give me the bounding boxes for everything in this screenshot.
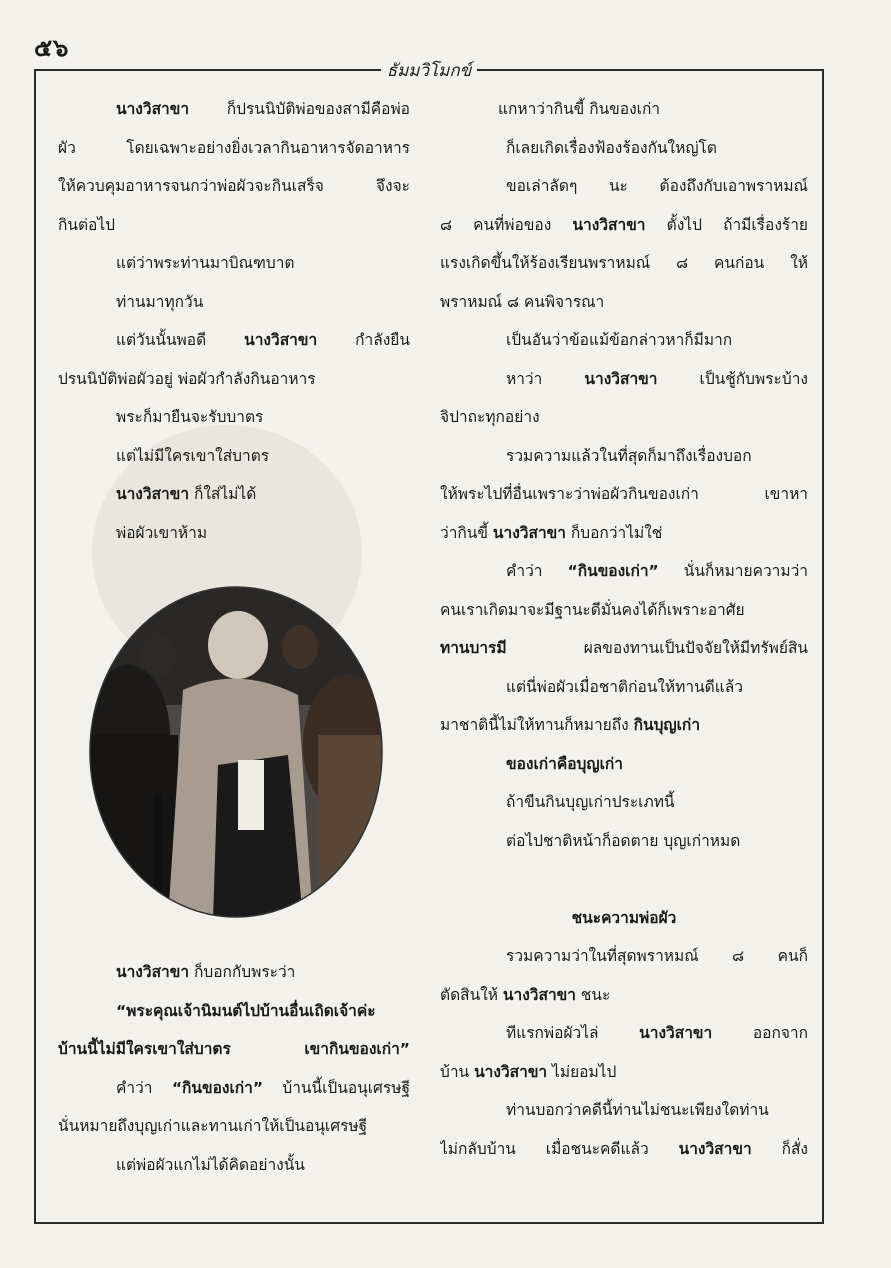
text-line (58, 1146, 410, 1185)
text-line (440, 475, 808, 514)
text-span: ๘ คนที่พ่อของ (440, 215, 573, 234)
text-span: ท่านบอกว่าคดีนี้ท่านไม่ชนะเพียงใดท่าน (506, 1101, 769, 1119)
text-line (58, 90, 410, 129)
text-span: มาชาตินี้ไม่ให้ทานก็หมายถึง (440, 716, 634, 734)
text-span: เป็นอันว่าข้อแม้ข้อกล่าวหาก็มีมาก (506, 331, 733, 349)
text-line (440, 783, 808, 822)
text-span: จิปาถะทุกอย่าง (440, 408, 540, 426)
bold-text: นางวิสาขา (116, 963, 190, 981)
text-line (440, 706, 808, 745)
text-line (58, 1069, 410, 1108)
text-line (58, 129, 410, 168)
text-span: คำว่า (116, 1078, 172, 1097)
text-span: แรงเกิดขึ้นให้ร้องเรียนพราหมณ์ ๘ คนก่อน ให้ (440, 254, 808, 272)
text-line (58, 206, 410, 245)
text-line (440, 591, 808, 630)
bold-text: “กินของเก่า” (171, 1078, 264, 1097)
text-span: แต่ว่าพระท่านมาบิณฑบาต (116, 254, 295, 272)
text-span: ให้ควบคุมอาหารจนกว่าพ่อผัวจะกินเสร็จ จึงจะ (58, 177, 410, 195)
text-span: ว่ากินขี้ (440, 523, 493, 542)
text-line (440, 360, 808, 399)
bold-text: นางวิสาขา (474, 1062, 548, 1081)
text-line (440, 1053, 808, 1092)
text-line (58, 475, 410, 514)
bold-text: นางวิสาขา (492, 523, 566, 542)
text-span: รวมความว่าในที่สุดพราหมณ์ ๘ คนก็ (506, 947, 808, 965)
text-span: ผัว โดยเฉพาะอย่างยิ่งเวลากินอาหารจัดอาหาร (58, 138, 410, 157)
bold-text: นางวิสาขา (584, 369, 658, 388)
monk-photo (88, 585, 384, 920)
text-line (440, 514, 808, 553)
header-title: ธัมมวิโมกข์ (381, 61, 478, 81)
text-line (58, 167, 410, 206)
text-line (58, 1030, 410, 1069)
monk-photo-graphic (88, 585, 384, 920)
text-line (440, 629, 808, 668)
text-line (58, 437, 410, 476)
text-span: ท่านมาทุกวัน (116, 292, 204, 311)
text-span: นั่นหมายถึงบุญเก่าและทานเก่าให้เป็นอนุเศรษฐี (58, 1117, 368, 1135)
text-span: ไม่กลับบ้าน เมื่อชนะคดีแล้ว (440, 1139, 679, 1158)
running-header (36, 57, 822, 84)
bold-text: “กินของเก่า” (567, 562, 659, 580)
text-line (58, 283, 410, 322)
text-line (58, 992, 410, 1031)
text-line (58, 1107, 410, 1146)
text-span: ให้พระไปที่อื่นเพราะว่าพ่อผัวกินของเก่า เขาหา (440, 485, 808, 503)
bold-text: นางวิสาขา (572, 215, 646, 234)
right-column (440, 90, 808, 1168)
text-line (440, 437, 808, 476)
text-span: ก็บอกกับพระว่า (189, 963, 296, 981)
text-span: ก็ปรนนิบัติพ่อของสามีคือพ่อ (189, 100, 410, 118)
text-span: รวมความแล้วในที่สุดก็มาถึงเรื่องบอก (506, 446, 752, 465)
text-line (440, 822, 808, 861)
text-span: นั่นก็หมายความว่า (658, 562, 808, 580)
text-span: คำว่า (506, 562, 568, 580)
text-span: ก็บอกว่าไม่ใช่ (565, 523, 663, 542)
bold-text: นางวิสาขา (502, 985, 576, 1004)
text-span: ชนะ (575, 985, 611, 1004)
bold-text: บ้านนี้ไม่มีใครเขาใส่บาตร เขากินของเก่า” (58, 1040, 410, 1058)
text-span: ถ้าขืนกินบุญเก่าประเภทนี้ (506, 793, 675, 811)
text-line (58, 398, 410, 437)
text-line (440, 244, 808, 283)
text-span: ปรนนิบัติพ่อผัวอยู่ พ่อผัวกำลังกินอาหาร (58, 369, 316, 388)
text-line (440, 668, 808, 707)
text-span: พราหมณ์ ๘ คนพิจารณา (440, 292, 605, 311)
text-span: แต่ไม่มีใครเขาใส่บาตร (116, 446, 270, 465)
text-line (58, 360, 410, 399)
text-span: เป็นชู้กับพระบ้าง (657, 369, 808, 388)
text-span: ผลของทานเป็นปัจจัยให้มีทรัพย์สิน (506, 639, 808, 657)
bold-text: นางวิสาขา (678, 1139, 752, 1158)
bold-text: นางวิสาขา (639, 1024, 713, 1042)
text-span: ก็ใส่ไม่ได้ (189, 485, 257, 503)
text-line (58, 244, 410, 283)
bold-text: นางวิสาขา (116, 100, 190, 118)
text-line (58, 953, 410, 992)
text-span: ก็สั่ง (751, 1139, 808, 1158)
text-span: กินต่อไป (58, 215, 115, 234)
text-span: แต่วันนั้นพอดี (116, 331, 245, 349)
text-span: ทีแรกพ่อผัวไล่ (506, 1024, 640, 1042)
text-span: ตัดสินให้ (440, 985, 503, 1004)
text-line (440, 976, 808, 1015)
bold-text: นางวิสาขา (116, 485, 190, 503)
bold-text: ทานบารมี (440, 639, 507, 657)
text-line (440, 321, 808, 360)
text-span: ขอเล่าลัดๆ นะ ต้องถึงกับเอาพราหมณ์ (506, 177, 808, 195)
text-line (440, 90, 808, 129)
text-span: ตั้งไป ถ้ามีเรื่องร้าย (645, 215, 808, 234)
text-span: หาว่า (506, 369, 585, 388)
text-span: พ่อผัวเขาห้าม (116, 523, 208, 542)
text-line (440, 1014, 808, 1053)
text-line (440, 206, 808, 245)
text-span: แต่นี่พ่อผัวเมื่อชาติก่อนให้ทานดีแล้ว (506, 677, 743, 696)
bold-text: ชนะความพ่อผัว (571, 908, 677, 927)
text-line (440, 860, 808, 899)
text-line (440, 129, 808, 168)
text-line (440, 552, 808, 591)
text-line (440, 745, 808, 784)
left-column-bottom (58, 953, 410, 1184)
bold-text: นางวิสาขา (244, 331, 318, 349)
text-span: แต่พ่อผัวแกไม่ได้คิดอย่างนั้น (116, 1155, 305, 1174)
text-span: ก็เลยเกิดเรื่องฟ้องร้องกันใหญ่โต (506, 138, 717, 157)
text-span: บ้านนี้เป็นอนุเศรษฐี (263, 1078, 410, 1097)
text-span: พระก็มายืนจะรับบาตร (116, 408, 264, 426)
text-span: ต่อไปชาติหน้าก็อดตาย บุญเก่าหมด (506, 831, 741, 850)
text-line (440, 1130, 808, 1169)
text-span: ไม่ยอมไป (547, 1062, 617, 1081)
text-line (440, 283, 808, 322)
text-line (440, 167, 808, 206)
text-line (58, 514, 410, 553)
bold-text: “พระคุณเจ้านิมนต์ไปบ้านอื่นเถิดเจ้าค่ะ (116, 1001, 376, 1020)
text-line (440, 398, 808, 437)
text-span: แกหาว่ากินขี้ กินของเก่า (498, 100, 661, 118)
text-span: บ้าน (440, 1062, 475, 1081)
text-line (440, 899, 808, 938)
page-number: ๕๖ (34, 34, 70, 62)
left-column (58, 90, 410, 552)
text-line (440, 1091, 808, 1130)
text-line (58, 321, 410, 360)
text-span: กำลังยืน (317, 331, 410, 349)
bold-text: กินบุญเก่า (633, 716, 701, 734)
bold-text: ของเก่าคือบุญเก่า (506, 754, 623, 773)
text-span: คนเราเกิดมาจะมีฐานะดีมั่นคงได้ก็เพราะอาศัย (440, 600, 745, 619)
text-line (440, 937, 808, 976)
text-span: ออกจาก (712, 1024, 808, 1042)
